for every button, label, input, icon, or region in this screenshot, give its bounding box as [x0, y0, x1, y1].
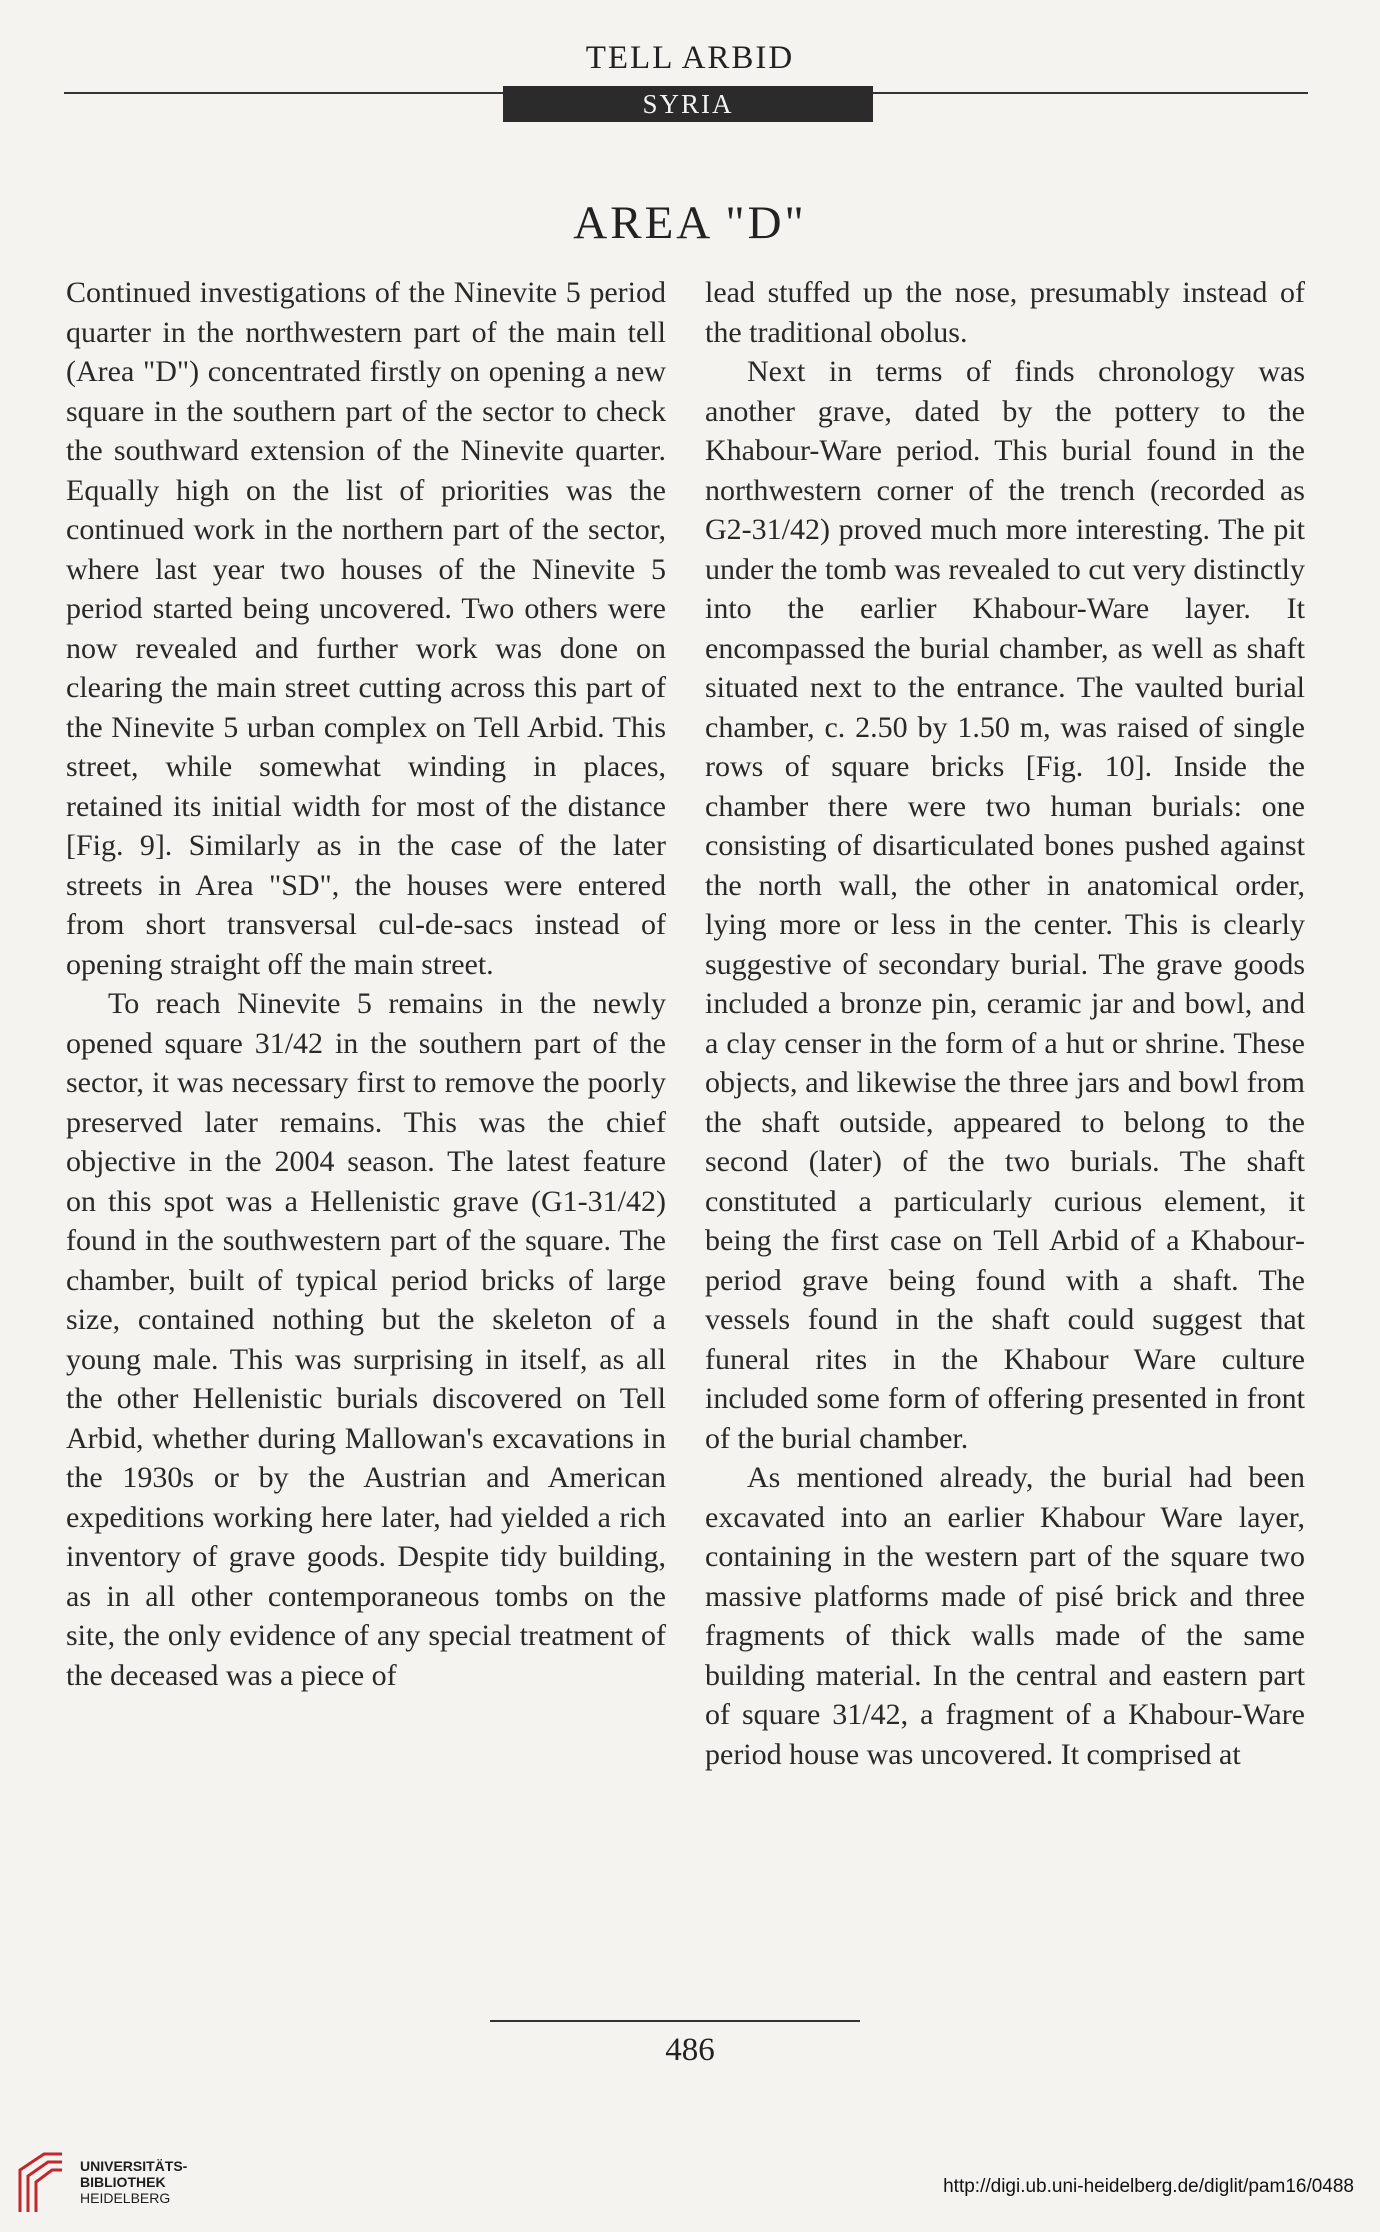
library-name — [80, 2158, 187, 2206]
library-logo-icon — [14, 2148, 70, 2216]
library-name-line: HEIDELBERG — [80, 2190, 171, 2206]
library-name-line: UNIVERSITÄTS- — [80, 2158, 188, 2174]
paragraph: As mentioned already, the burial had been excavated into an earlier Khabour Ware layer, containing in the western part of the square two massive platforms made of pisé brick and three fragments of thick walls made of the same building material. In the central and eastern part of square 31/42, a fragment of a Khabour-Ware period house was uncovered. It comprised at — [705, 1461, 1305, 1771]
left-column — [66, 273, 666, 1695]
source-url-link[interactable]: http://digi.ub.uni-heidelberg.de/diglit/pam16/0488 — [943, 2176, 1354, 2197]
footer-rule — [490, 2020, 860, 2022]
paragraph: Continued investigations of the Ninevite 5 period quarter in the northwestern part of the main tell (Area "D") concentrated firstly on opening a new square in the southern part of the sector to check the southward extension of the Ninevite quarter. Equally high on the list of priorities was the continued work in the northern part of the sector, where last year two houses of the Ninevite 5 period started being uncovered. Two others were now revealed and further work was done on clearing the main street cutting across this part of the Ninevite 5 urban complex on Tell Arbid. This street, while somewhat winding in places, retained its initial width for most of the distance [Fig. 9]. Similarly as in the case of the later streets in Area "SD", the houses were entered from short transversal cul-de-sacs instead of opening straight off the main street. — [66, 276, 666, 981]
running-title: TELL ARBID — [585, 40, 795, 76]
paragraph: lead stuffed up the nose, presumably instead of the traditional obolus. — [705, 276, 1305, 349]
section-label: SYRIA — [503, 86, 873, 122]
paragraph: Next in terms of finds chronology was another grave, dated by the pottery to the Khabour-Ware period. This burial found in the northwestern corner of the trench (recorded as G2-31/42) proved much more interesting. The pit under the tomb was revealed to cut very distinctly into the earlier Khabour-Ware layer. It encompassed the burial chamber, as well as shaft situated next to the entrance. The vaulted burial chamber, c. 2.50 by 1.50 m, was raised of single rows of square bricks [Fig. 10]. Inside the chamber there were two human burials: one consisting of disarticulated bones pushed against the north wall, the other in anatomical order, lying more or less in the center. This is clearly suggestive of secondary burial. The grave goods included a bronze pin, ceramic jar and bowl, and a clay censer in the form of a hut or shrine. These objects, and likewise the three jars and bowl from the shaft outside, appeared to belong to the second (later) of the two burials. The shaft constituted a particularly curious element, it being the first case on Tell Arbid of a Khabour-period grave being found with a shaft. The vessels found in the shaft could suggest that funeral rites in the Khabour Ware culture included some form of offering presented in front of the burial chamber. — [705, 355, 1305, 1455]
article-title: AREA "D" — [573, 197, 807, 249]
right-column — [705, 273, 1305, 1774]
page-number: 486 — [665, 2032, 715, 2068]
library-name-line: BIBLIOTHEK — [80, 2174, 166, 2190]
paragraph: To reach Ninevite 5 remains in the newly opened square 31/42 in the southern part of the sector, it was necessary first to remove the poorly preserved later remains. This was the chief objective in the 2004 season. The latest feature on this spot was a Hellenistic grave (G1-31/42) found in the southwestern part of the square. The chamber, built of typical period bricks of large size, contained nothing but the skeleton of a young male. This was surprising in itself, as all the other Hellenistic burials discovered on Tell Arbid, whether during Mallowan's excavations in the 1930s or by the Austrian and American expeditions working here later, had yielded a rich inventory of grave goods. Despite tidy building, as in all other contemporaneous tombs on the site, the only evidence of any special treatment of the deceased was a piece of — [66, 987, 666, 1692]
